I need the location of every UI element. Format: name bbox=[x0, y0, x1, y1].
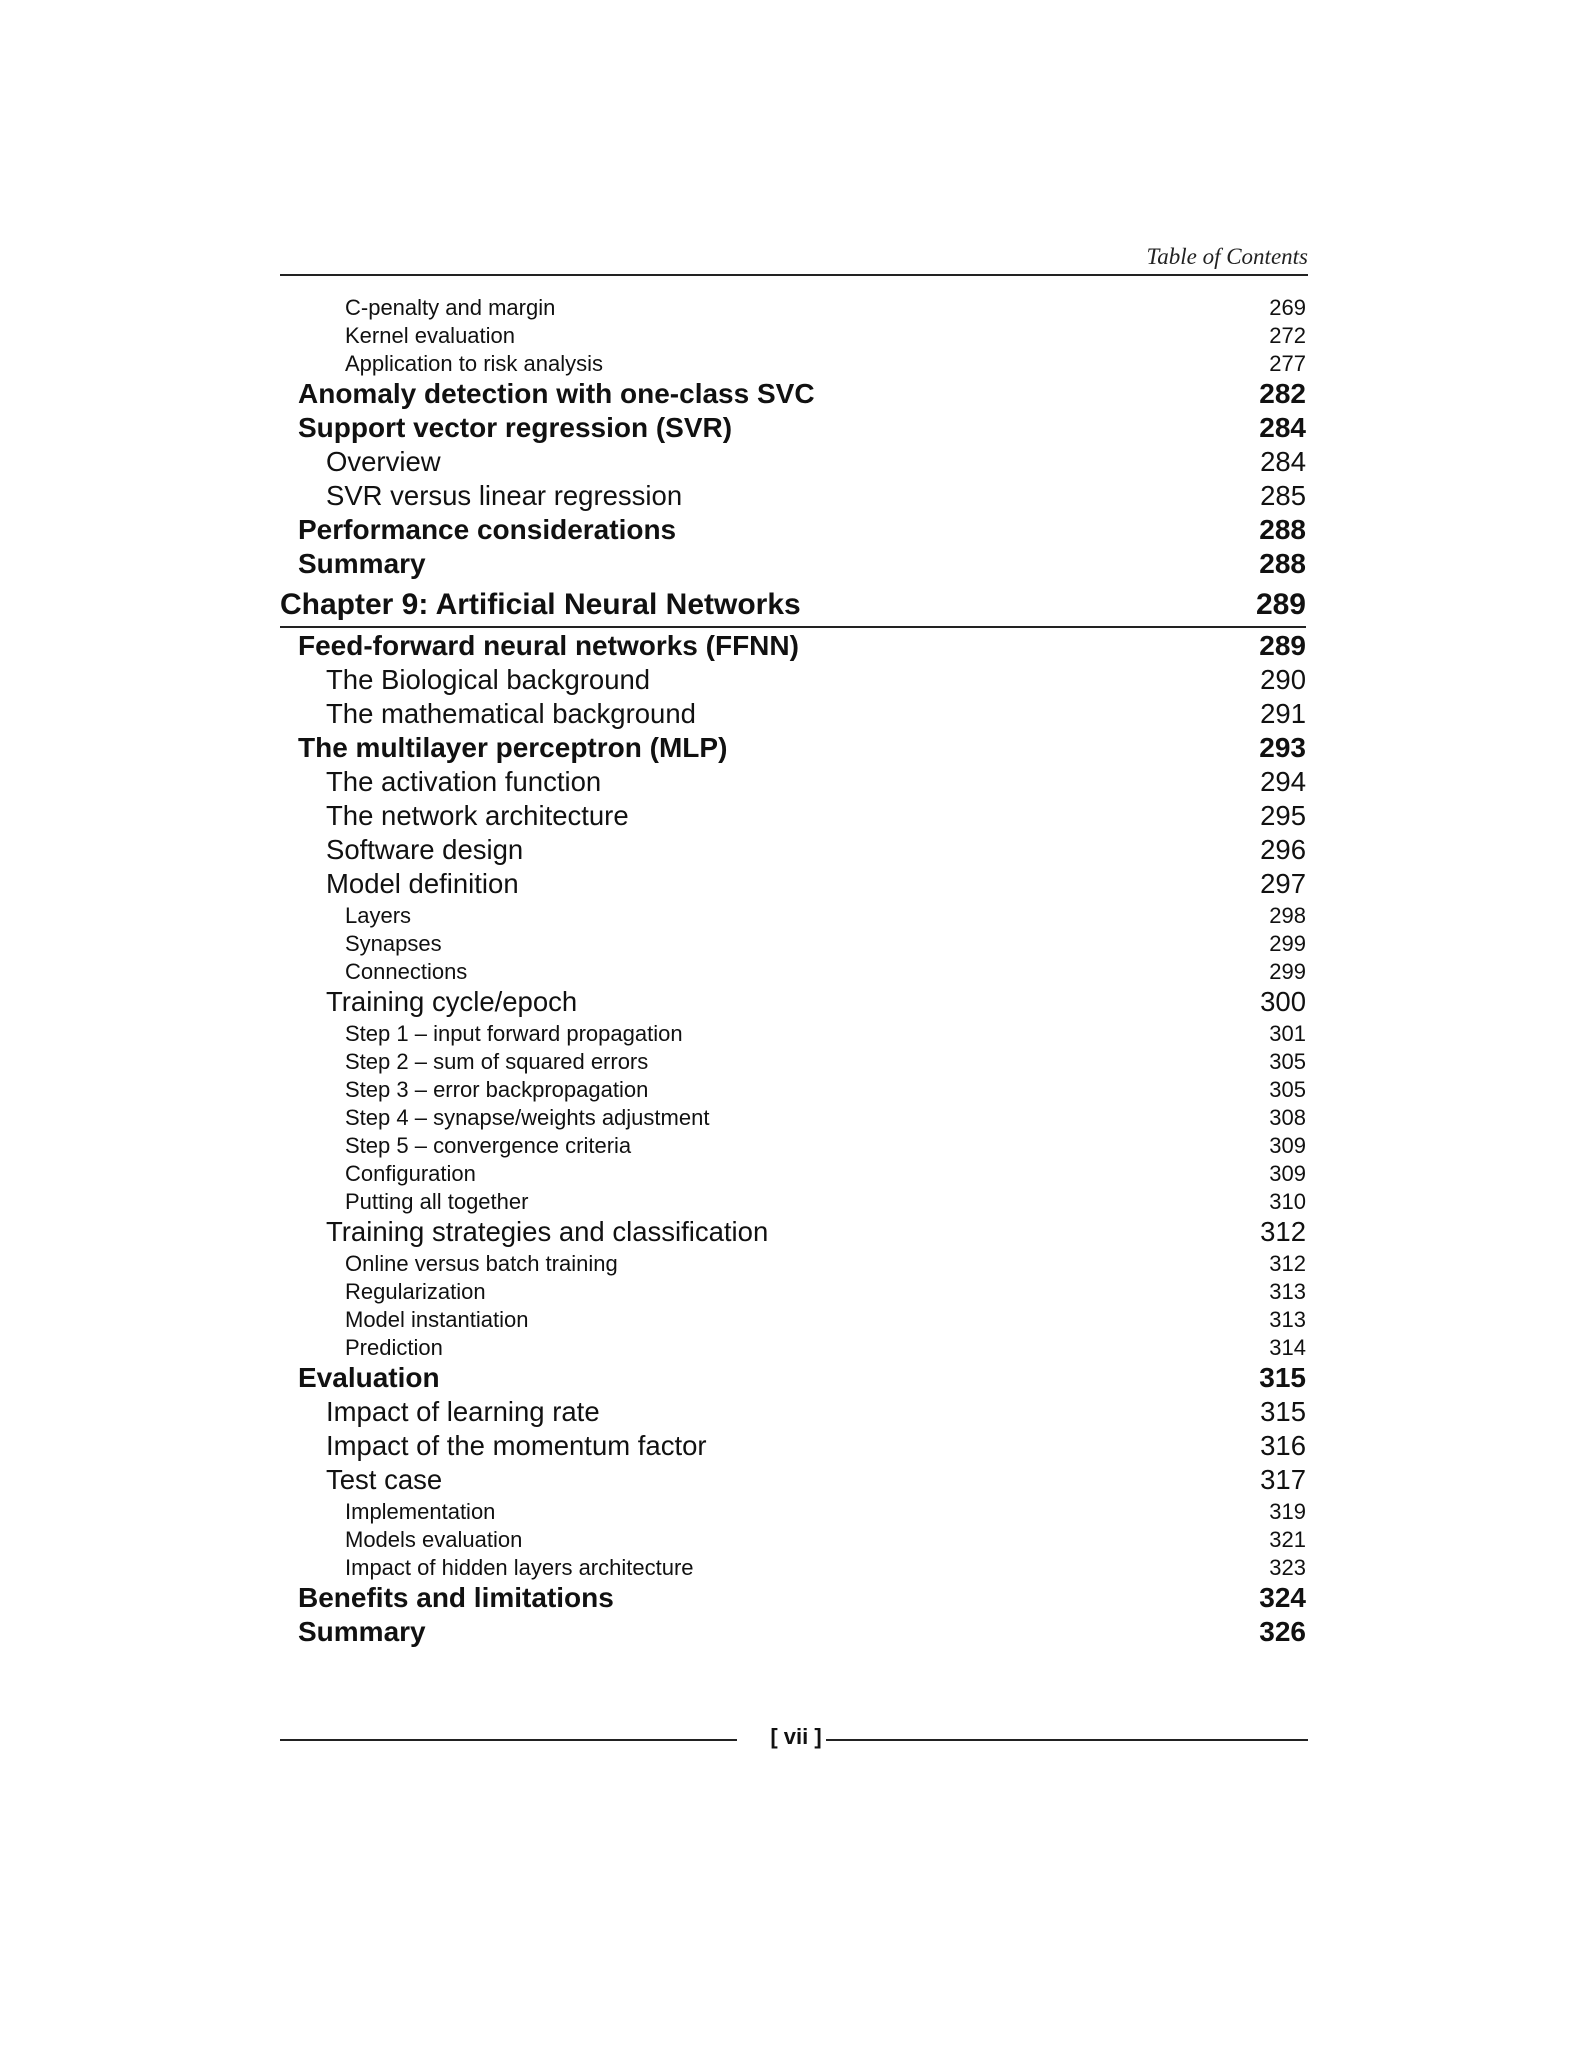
toc-entry-page-number: 293 bbox=[1259, 732, 1306, 763]
toc-entry-title: Software design bbox=[326, 834, 524, 865]
toc-entry[interactable] bbox=[280, 904, 1306, 932]
toc-entry-page-number: 296 bbox=[1260, 834, 1306, 865]
toc-entries-chapter-9 bbox=[280, 632, 1306, 1652]
toc-entry-page-number: 321 bbox=[1269, 1527, 1306, 1552]
toc-entry-title: Support vector regression (SVR) bbox=[298, 412, 733, 443]
toc-entry[interactable] bbox=[280, 324, 1306, 352]
toc-entry[interactable] bbox=[280, 666, 1306, 700]
toc-entry[interactable] bbox=[280, 1190, 1306, 1218]
toc-entry-page-number: 299 bbox=[1269, 931, 1306, 956]
toc-entry-title: Test case bbox=[326, 1464, 443, 1495]
toc-entries-before-chapter bbox=[280, 296, 1306, 584]
toc-entry-page-number: 291 bbox=[1260, 698, 1306, 729]
toc-entry-page-number: 308 bbox=[1269, 1105, 1306, 1130]
toc-entry[interactable] bbox=[280, 352, 1306, 380]
toc-entry-page-number: 309 bbox=[1269, 1133, 1306, 1158]
toc-entry-page-number: 284 bbox=[1259, 412, 1306, 443]
toc-entry-title: Impact of the momentum factor bbox=[326, 1430, 707, 1461]
toc-entry-page-number: 299 bbox=[1269, 959, 1306, 984]
toc-entry-page-number: 323 bbox=[1269, 1555, 1306, 1580]
toc-entry[interactable] bbox=[280, 482, 1306, 516]
toc-entry-title: Synapses bbox=[345, 931, 442, 956]
toc-entry[interactable] bbox=[280, 836, 1306, 870]
toc-entry[interactable] bbox=[280, 1584, 1306, 1618]
toc-entry[interactable] bbox=[280, 1336, 1306, 1364]
toc-entry[interactable] bbox=[280, 870, 1306, 904]
toc-entry-page-number: 313 bbox=[1269, 1307, 1306, 1332]
toc-entry[interactable] bbox=[280, 1162, 1306, 1190]
toc-entry-title: Feed-forward neural networks (FFNN) bbox=[298, 630, 799, 661]
toc-entry-page-number: 297 bbox=[1260, 868, 1306, 899]
toc-entry-page-number: 305 bbox=[1269, 1077, 1306, 1102]
toc-entry[interactable] bbox=[280, 1398, 1306, 1432]
toc-entry-page-number: 282 bbox=[1259, 378, 1306, 409]
toc-entry-page-number: 298 bbox=[1269, 903, 1306, 928]
toc-entry-title: The activation function bbox=[326, 766, 602, 797]
toc-entry-title: Step 1 – input forward propagation bbox=[345, 1021, 683, 1046]
toc-entry-page-number: 315 bbox=[1259, 1362, 1306, 1393]
toc-entry-title: C-penalty and margin bbox=[345, 295, 556, 320]
toc-entry-title: Implementation bbox=[345, 1499, 496, 1524]
toc-entry[interactable] bbox=[280, 1050, 1306, 1078]
toc-entry-page-number: 324 bbox=[1259, 1582, 1306, 1613]
table-of-contents bbox=[280, 296, 1306, 1652]
toc-entry-title: Overview bbox=[326, 446, 441, 477]
toc-entry[interactable] bbox=[280, 1364, 1306, 1398]
toc-entry[interactable] bbox=[280, 734, 1306, 768]
toc-entry-title: Summary bbox=[298, 1616, 426, 1647]
toc-entry-page-number: 326 bbox=[1259, 1616, 1306, 1647]
toc-entry-title: Summary bbox=[298, 548, 426, 579]
toc-entry[interactable] bbox=[280, 414, 1306, 448]
footer-rule-right bbox=[826, 1739, 1308, 1741]
toc-entry[interactable] bbox=[280, 802, 1306, 836]
toc-entry[interactable] bbox=[280, 380, 1306, 414]
toc-entry-title: Kernel evaluation bbox=[345, 323, 516, 348]
toc-entry-title: Models evaluation bbox=[345, 1527, 523, 1552]
toc-entry-title: SVR versus linear regression bbox=[326, 480, 683, 511]
running-header bbox=[280, 244, 1308, 276]
toc-entry[interactable] bbox=[280, 1500, 1306, 1528]
toc-entry[interactable] bbox=[280, 296, 1306, 324]
toc-entry[interactable] bbox=[280, 1280, 1306, 1308]
toc-entry[interactable] bbox=[280, 700, 1306, 734]
toc-entry-page-number: 313 bbox=[1269, 1279, 1306, 1304]
chapter-page-number: 289 bbox=[1255, 588, 1306, 621]
toc-entry-title: The network architecture bbox=[326, 800, 629, 831]
toc-entry[interactable] bbox=[280, 516, 1306, 550]
toc-entry-page-number: 290 bbox=[1260, 664, 1306, 695]
toc-entry-title: Training cycle/epoch bbox=[326, 986, 578, 1017]
toc-entry-title: Step 4 – synapse/weights adjustment bbox=[345, 1105, 710, 1130]
chapter-heading[interactable] bbox=[280, 584, 1306, 628]
toc-entry-page-number: 301 bbox=[1269, 1021, 1306, 1046]
toc-entry-title: Step 5 – convergence criteria bbox=[345, 1133, 632, 1158]
toc-entry-title: Regularization bbox=[345, 1279, 486, 1304]
toc-entry-title: Performance considerations bbox=[298, 514, 677, 545]
toc-entry[interactable] bbox=[280, 448, 1306, 482]
toc-entry[interactable] bbox=[280, 988, 1306, 1022]
toc-entry-title: Putting all together bbox=[345, 1189, 529, 1214]
toc-entry-page-number: 277 bbox=[1269, 351, 1306, 376]
toc-entry-page-number: 294 bbox=[1260, 766, 1306, 797]
toc-entry-title: Training strategies and classification bbox=[326, 1216, 769, 1247]
toc-entry[interactable] bbox=[280, 1078, 1306, 1106]
toc-entry-title: Benefits and limitations bbox=[298, 1582, 614, 1613]
toc-entry-title: Application to risk analysis bbox=[345, 351, 604, 376]
toc-entry-title: The multilayer perceptron (MLP) bbox=[298, 732, 728, 763]
toc-entry-title: Evaluation bbox=[298, 1362, 440, 1393]
running-header-title: Table of Contents bbox=[1146, 244, 1308, 269]
toc-entry-page-number: 288 bbox=[1259, 548, 1306, 579]
toc-entry[interactable] bbox=[280, 1134, 1306, 1162]
toc-entry-page-number: 316 bbox=[1260, 1430, 1306, 1461]
toc-entry-page-number: 269 bbox=[1269, 295, 1306, 320]
toc-entry-page-number: 314 bbox=[1269, 1335, 1306, 1360]
toc-entry-title: Layers bbox=[345, 903, 412, 928]
toc-entry-page-number: 289 bbox=[1259, 630, 1306, 661]
toc-entry-title: Configuration bbox=[345, 1161, 476, 1186]
toc-entry[interactable] bbox=[280, 1218, 1306, 1252]
toc-entry-page-number: 315 bbox=[1260, 1396, 1306, 1427]
toc-entry-title: Model instantiation bbox=[345, 1307, 529, 1332]
footer-page-number: [ vii ] bbox=[770, 1724, 822, 1749]
toc-entry[interactable] bbox=[280, 1252, 1306, 1280]
toc-entry[interactable] bbox=[280, 1556, 1306, 1584]
toc-entry-title: The mathematical background bbox=[326, 698, 696, 729]
toc-entry-page-number: 317 bbox=[1260, 1464, 1306, 1495]
toc-entry[interactable] bbox=[280, 1308, 1306, 1336]
toc-entry[interactable] bbox=[280, 1618, 1306, 1652]
toc-entry[interactable] bbox=[280, 550, 1306, 584]
toc-entry-title: Step 2 – sum of squared errors bbox=[345, 1049, 649, 1074]
toc-entry-title: The Biological background bbox=[326, 664, 651, 695]
toc-entry[interactable] bbox=[280, 1106, 1306, 1134]
toc-entry[interactable] bbox=[280, 768, 1306, 802]
toc-entry-title: Connections bbox=[345, 959, 468, 984]
toc-entry-title: Anomaly detection with one-class SVC bbox=[298, 378, 815, 409]
chapter-title: Chapter 9: Artificial Neural Networks bbox=[280, 588, 801, 621]
toc-entry[interactable] bbox=[280, 1022, 1306, 1050]
page-footer bbox=[280, 1724, 1308, 1754]
toc-entry-title: Online versus batch training bbox=[345, 1251, 618, 1276]
toc-entry-title: Impact of learning rate bbox=[326, 1396, 600, 1427]
toc-entry[interactable] bbox=[280, 932, 1306, 960]
toc-entry-title: Prediction bbox=[345, 1335, 443, 1360]
toc-entry-page-number: 319 bbox=[1269, 1499, 1306, 1524]
toc-entry[interactable] bbox=[280, 960, 1306, 988]
toc-entry-page-number: 300 bbox=[1260, 986, 1306, 1017]
toc-entry-page-number: 310 bbox=[1269, 1189, 1306, 1214]
toc-entry[interactable] bbox=[280, 1466, 1306, 1500]
toc-entry-title: Impact of hidden layers architecture bbox=[345, 1555, 694, 1580]
toc-entry-page-number: 305 bbox=[1269, 1049, 1306, 1074]
toc-entry[interactable] bbox=[280, 632, 1306, 666]
toc-entry[interactable] bbox=[280, 1432, 1306, 1466]
toc-entry-page-number: 312 bbox=[1260, 1216, 1306, 1247]
toc-entry-page-number: 288 bbox=[1259, 514, 1306, 545]
toc-entry-page-number: 312 bbox=[1269, 1251, 1306, 1276]
toc-entry-page-number: 309 bbox=[1269, 1161, 1306, 1186]
toc-entry-page-number: 284 bbox=[1260, 446, 1306, 477]
toc-entry-page-number: 285 bbox=[1260, 480, 1306, 511]
toc-entry[interactable] bbox=[280, 1528, 1306, 1556]
toc-entry-title: Step 3 – error backpropagation bbox=[345, 1077, 649, 1102]
toc-entry-page-number: 295 bbox=[1260, 800, 1306, 831]
toc-entry-title: Model definition bbox=[326, 868, 519, 899]
toc-entry-page-number: 272 bbox=[1269, 323, 1306, 348]
